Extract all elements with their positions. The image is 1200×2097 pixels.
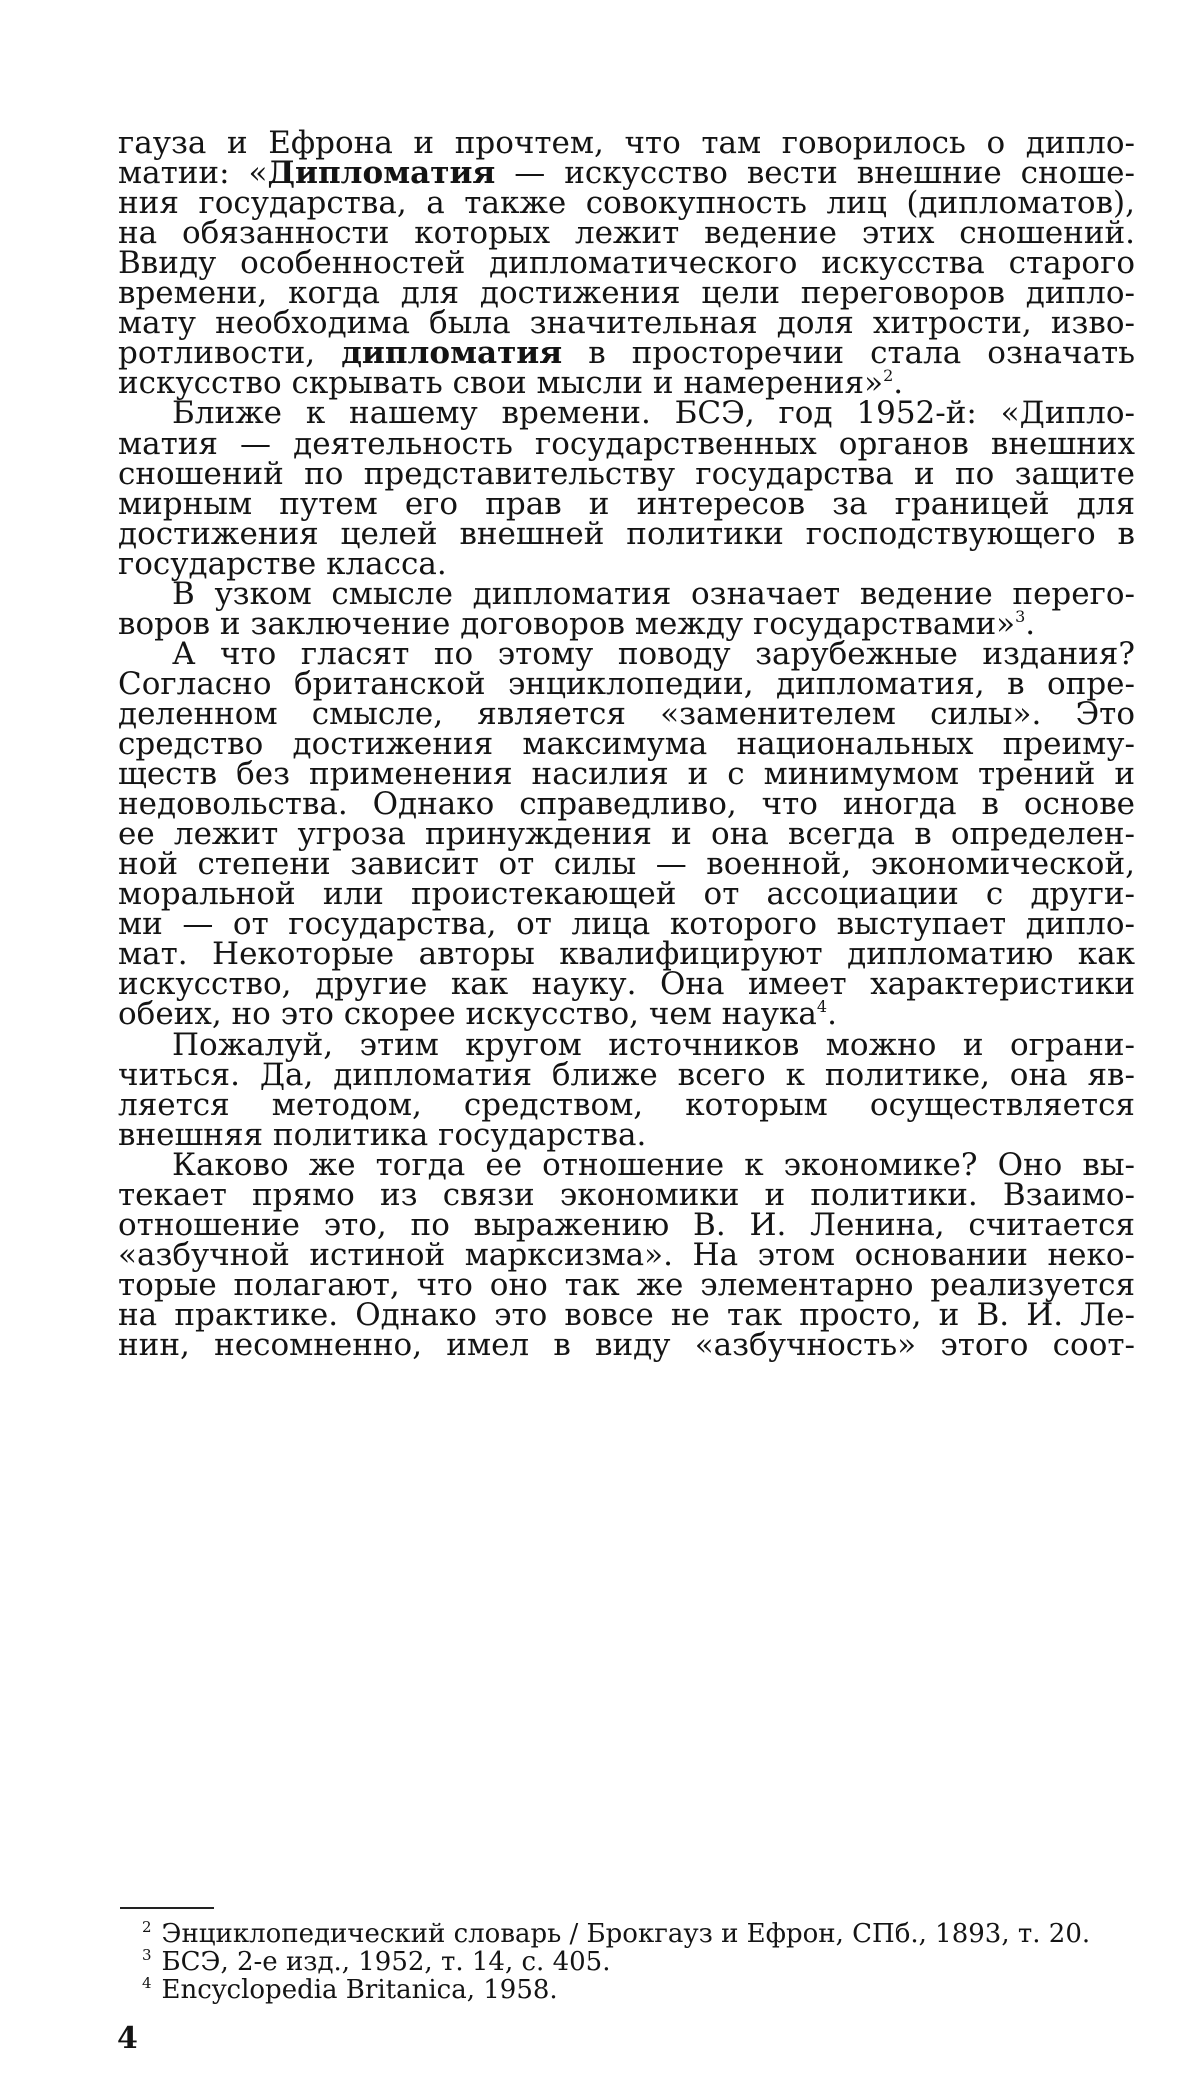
footnote-mark: 4 (142, 1974, 152, 1992)
text-segment: А что гласят по этому поводу зарубежные издания? (172, 635, 1135, 672)
text-segment: искусство, другие как науку. Она имеет характеристики (118, 966, 1135, 1003)
text-segment: достижения целей внешней политики господствующего в (118, 515, 1135, 552)
text-segment: Согласно британской энциклопедии, дипломатия, в опре- (118, 665, 1135, 702)
footnote-mark: 2 (142, 1918, 152, 1936)
text-segment: на обязанности которых лежит ведение этих сношений. (118, 215, 1135, 252)
text-segment: в просторечии стала означать (562, 335, 1135, 372)
text-segment: матия — деятельность государственных органов внешних (118, 425, 1135, 462)
footnote-separator (120, 1907, 214, 1909)
text-segment: воров и заключение договоров между государствами» (118, 605, 1016, 642)
text-segment: матии: « (118, 155, 268, 192)
text-segment: внешняя политика государства. (118, 1116, 647, 1153)
text-segment: искусство скрывать свои мысли и намерения» (118, 365, 884, 402)
footnote (142, 1974, 1142, 2006)
text-segment: ной степени зависит от силы — военной, экономической, (118, 846, 1135, 883)
text-segment: мирным путем его прав и интересов за границей для (118, 485, 1135, 522)
text-segment: отношение это, по выражению В. И. Ленина, считается (118, 1206, 1135, 1243)
text-segment: текает прямо из связи экономики и политики. Взаимо- (118, 1176, 1135, 1213)
footnote-reference: 4 (816, 997, 828, 1017)
text-segment: сношений по представительству государства и по защите (118, 455, 1135, 492)
footnote-reference: 3 (1015, 606, 1026, 626)
text-segment: «азбучной истиной марксизма». На этом основании неко- (118, 1236, 1135, 1273)
text-segment: В узком смысле дипломатия означает ведение перего- (172, 575, 1135, 612)
text-segment: деленном смысле, является «заменителем силы». Это (118, 695, 1135, 732)
text-segment: недовольства. Однако справедливо, что иногда в основе (118, 786, 1135, 823)
text-segment: . (893, 365, 904, 402)
text-segment: государстве класса. (118, 545, 447, 582)
text-segment: торые полагают, что оно так же элементарно реализуется (118, 1266, 1135, 1303)
text-segment: ществ без применения насилия и с минимумом трений и (118, 756, 1135, 793)
footnote-text: Encyclopedia Britanica, 1958. (161, 1975, 558, 2005)
text-segment: моральной или проистекающей от ассоциации с други- (118, 876, 1135, 913)
text-segment: . (827, 996, 837, 1033)
text-segment: ния государства, а также совокупность лиц (дипломатов), (118, 185, 1135, 222)
text-line (118, 1326, 1135, 1364)
bold-term: дипломатия (341, 335, 563, 372)
text-segment: читься. Да, дипломатия ближе всего к политике, она яв- (118, 1056, 1135, 1093)
text-segment: ляется методом, средством, которым осуществляется (118, 1086, 1135, 1123)
text-segment: времени, когда для достижения цели переговоров дипло- (118, 275, 1135, 312)
text-segment: Ближе к нашему времени. БСЭ, год 1952-й: «Дипло- (172, 395, 1135, 432)
text-segment: гауза и Ефрона и прочтем, что там говорилось о дипло- (118, 125, 1135, 161)
text-segment: ее лежит угроза принуждения и она всегда в определен- (118, 816, 1135, 853)
text-segment: Ввиду особенностей дипломатического искусства старого (118, 245, 1135, 282)
text-segment: на практике. Однако это вовсе не так просто, и В. И. Ле- (118, 1296, 1135, 1333)
footnote-text: Энциклопедический словарь / Брокгауз и Ефрон, СПб., 1893, т. 20. (161, 1919, 1091, 1949)
text-segment: ротливости, (118, 335, 342, 372)
text-segment: Пожалуй, этим кругом источников можно и ограни- (172, 1026, 1135, 1063)
text-segment: . (1025, 605, 1036, 642)
text-segment: мат. Некоторые авторы квалифицируют дипломатию как (118, 936, 1135, 973)
footnote-reference: 2 (883, 366, 894, 386)
text-segment: ми — от государства, от лица которого выступает дипло- (118, 906, 1135, 943)
text-segment: мату необходима была значительная доля хитрости, изво- (118, 305, 1135, 342)
text-segment: Каково же тогда ее отношение к экономике? Оно вы- (172, 1146, 1135, 1183)
footnote-text: БСЭ, 2-е изд., 1952, т. 14, с. 405. (161, 1947, 611, 1977)
footnote-mark: 3 (142, 1946, 152, 1964)
text-segment: — искусство вести внешние сноше- (495, 155, 1135, 192)
bold-term: Дипломатия (267, 155, 496, 192)
text-segment: обеих, но это скорее искусство, чем наука (118, 996, 817, 1033)
page-number: 4 (117, 2021, 138, 2056)
text-segment: средство достижения максимума национальных преиму- (118, 726, 1135, 762)
text-segment: нин, несомненно, имел в виду «азбучность» этого соот- (118, 1327, 1135, 1363)
